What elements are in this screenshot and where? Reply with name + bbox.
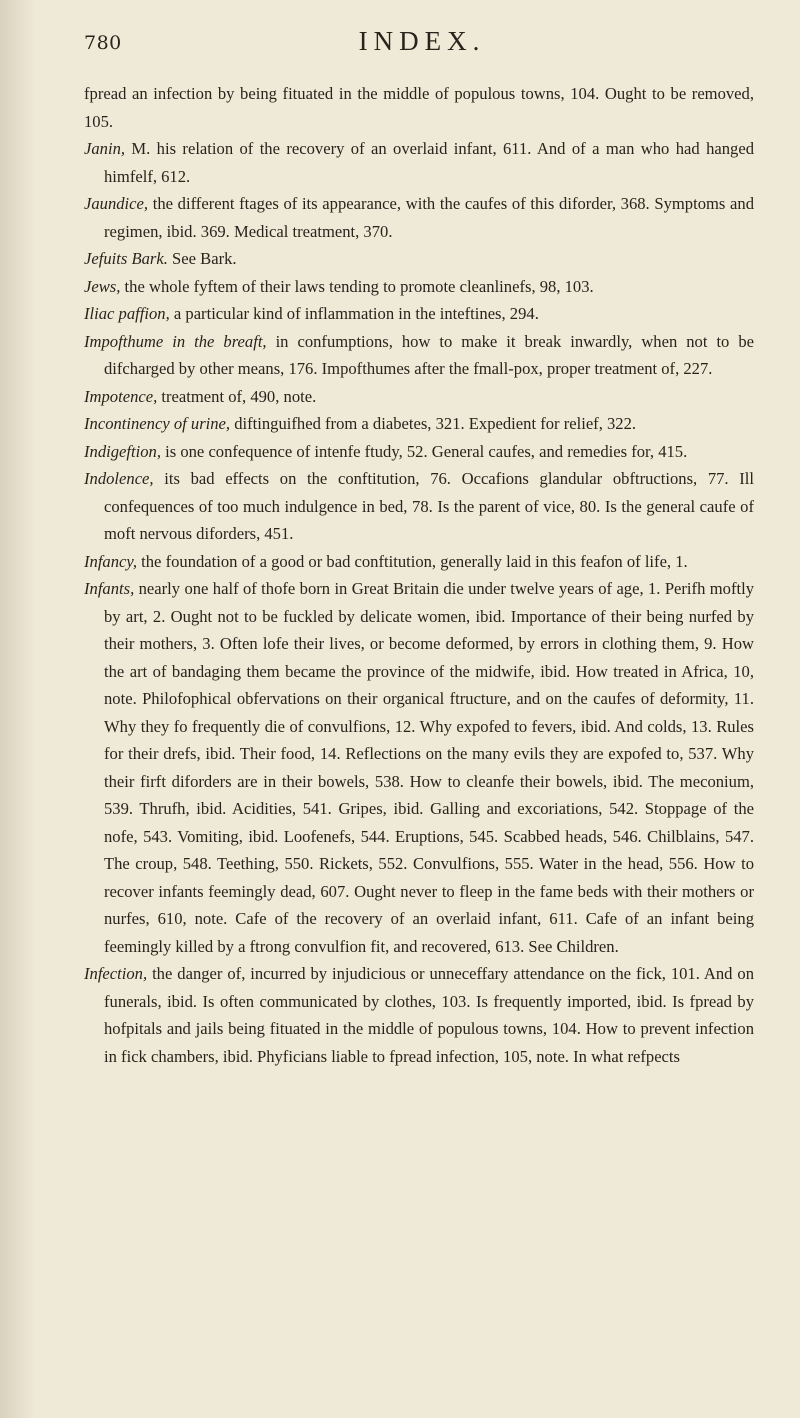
- index-term: Janin,: [84, 139, 126, 158]
- index-text: treatment of, 490, note.: [157, 386, 317, 406]
- index-entries: [84, 80, 754, 1070]
- index-term: Infants,: [84, 579, 135, 598]
- page-header: [84, 24, 760, 64]
- page-number: 780: [84, 32, 122, 54]
- running-head: INDEX.: [358, 26, 486, 56]
- index-entry: [84, 410, 754, 438]
- index-term: Infection,: [84, 964, 148, 983]
- index-term: Incontinency of urine,: [84, 414, 231, 433]
- index-entry: [84, 190, 754, 245]
- index-text: the whole fyftem of their laws tending to promote cleanlinefs, 98, 103.: [120, 276, 594, 296]
- index-entry: [84, 383, 754, 411]
- index-text: M. his relation of the recovery of an overlaid infant, 611. And of a man who had hanged himfelf, 612.: [104, 139, 754, 186]
- index-term: Jaundice,: [84, 194, 149, 213]
- index-text: the danger of, incurred by injudicious or unneceffary attendance on the fick, 101. And on funerals, ibid. Is often communicated by clothes, 103. Is frequently imported, ibid. Is fpread by hofpitals and jails being fituated in the middle of populous towns, 104. How to prevent infection in fick chambers, ibid. Phyficians liable to fpread infection, 105, note. In what refpects: [104, 964, 754, 1066]
- index-term: Impofthume in the breaft,: [84, 331, 267, 351]
- index-entry: [84, 300, 754, 328]
- index-entry: [84, 135, 754, 190]
- index-entry: [84, 273, 754, 301]
- index-term: Infancy,: [84, 551, 137, 571]
- index-term: Jefuits Bark.: [84, 249, 168, 268]
- index-term: Indigeftion,: [84, 441, 161, 461]
- index-text: a particular kind of inflammation in the inteftines, 294.: [169, 304, 539, 323]
- index-term: Impotence,: [84, 386, 158, 406]
- index-entry: [84, 438, 754, 466]
- index-entry: [84, 548, 754, 576]
- index-text: in confumptions, how to make it break inwardly, when not to be difcharged by other means, 176. Impofthumes after the fmall-pox, proper treatment of, 227.: [104, 331, 754, 378]
- index-term: Jews,: [84, 276, 121, 296]
- index-text: diftinguifhed from a diabetes, 321. Expedient for relief, 322.: [230, 414, 637, 433]
- index-text: See Bark.: [167, 249, 237, 268]
- index-term: Iliac paffion,: [84, 304, 170, 323]
- index-text: fpread an infection by being fituated in the middle of populous towns, 104. Ought to be removed, 105.: [84, 84, 754, 131]
- index-text: is one confequence of intenfe ftudy, 52. General caufes, and remedies for, 415.: [160, 441, 688, 461]
- index-entry: [84, 960, 754, 1070]
- index-entry: [84, 465, 754, 548]
- page-edge: [0, 0, 36, 1418]
- index-text: nearly one half of thofe born in Great Britain die under twelve years of age, 1. Perifh moftly by art, 2. Ought not to be fuckled by delicate women, ibid. Importance of their being nurfed by their mothers, 3. Often lofe their lives, or become deformed, by errors in clothing them, 9. How the art of bandaging them became the province of the midwife, ibid. How treated in Africa, 10, note. Philofophical obfervations on their organical ftructure, and on the caufes of deformity, 11. Why they fo frequently die of convulfions, 12. Why expofed to fevers, ibid. And colds, 13. Rules for their drefs, ibid. Their food, 14. Reflections on the many evils they are expofed to, 537. Why their firft diforders are in their bowels, 538. How to cleanfe their bowels, ibid. The meconium, 539. Thrufh, ibid. Acidities, 541. Gripes, ibid. Galling and excoriations, 542. Stoppage of the nofe, 543. Vomiting, ibid. Loofenefs, 544. Eruptions, 545. Scabbed heads, 546. Chilblains, 547. The croup, 548. Teething, 550. Rickets, 552. Convulfions, 555. Water in the head, 556. How to recover infants feemingly dead, 607. Ought never to fleep in the fame beds with their mothers or nurfes, 610, note. Cafe of the recovery of an overlaid infant, 611. Cafe of an infant being feemingly killed by a ftrong convulfion fit, and recovered, 613. See Children.: [104, 579, 754, 956]
- index-entry: [84, 328, 754, 383]
- index-entry: [84, 80, 754, 135]
- index-term: Indolence,: [84, 469, 154, 488]
- index-entry: [84, 245, 754, 273]
- index-text: its bad effects on the conftitution, 76. Occafions glandular obftructions, 77. Ill confequences of too much indulgence in bed, 78. Is the parent of vice, 80. Is the general caufe of moft nervous diforders, 451.: [104, 469, 754, 543]
- index-entry: [84, 575, 754, 960]
- index-text: the foundation of a good or bad conftitution, generally laid in this feafon of life, 1.: [137, 551, 688, 571]
- index-text: the different ftages of its appearance, with the caufes of this diforder, 368. Symptoms and regimen, ibid. 369. Medical treatment, 370.: [104, 194, 754, 241]
